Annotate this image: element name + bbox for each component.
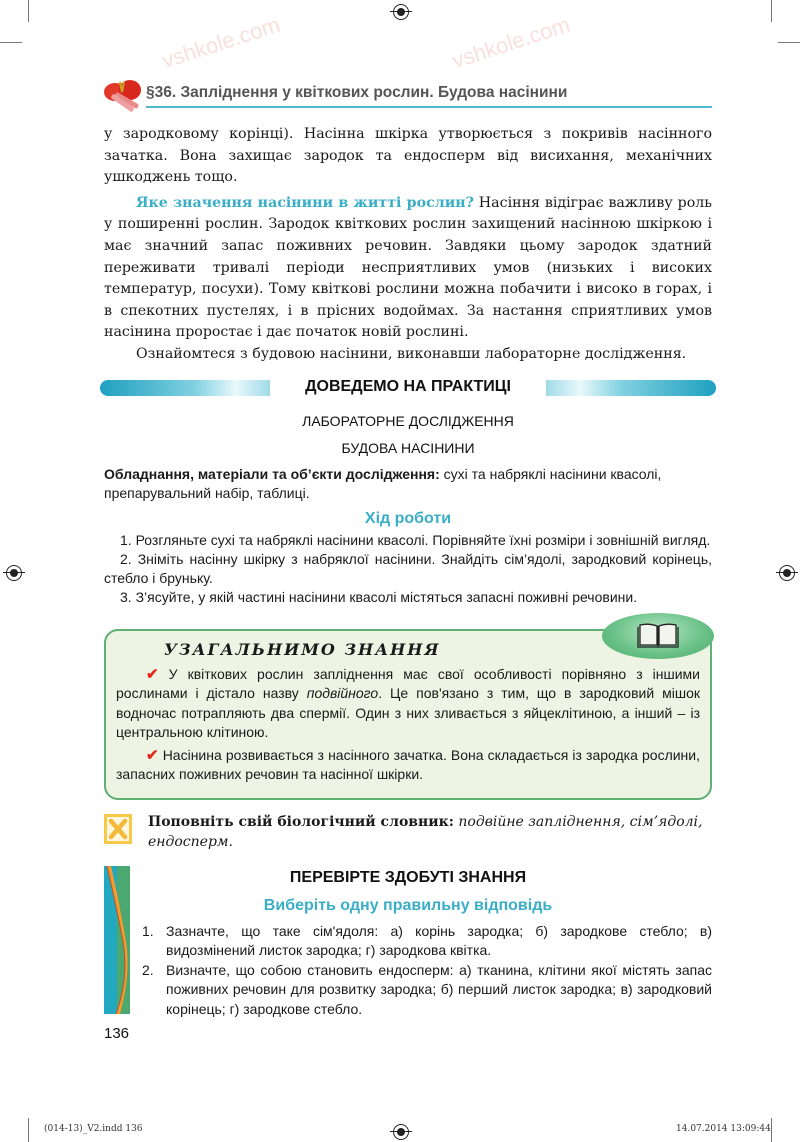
summary-badge <box>602 613 714 659</box>
significance-paragraph <box>104 193 712 344</box>
summary-point-1-start: У квіткових рослин запліднення має свої особливості порівняно з іншими рослинами і дістало назву <box>116 665 701 702</box>
summary-point-2: Насінина розвивається з насінного зачатка. Вона складається із зародка рослини, запасних поживних речовин та насінної шкірки. <box>116 746 700 783</box>
dictionary-terms: подвійне запліднення, сім’ядолі, ендосперм. <box>148 813 703 850</box>
registration-mark-icon <box>779 565 795 581</box>
dictionary-icon <box>104 814 132 844</box>
footer-timestamp: 14.07.2014 13:09:44 <box>676 1124 771 1134</box>
procedure-title: Хід роботи <box>364 509 452 527</box>
crop-mark <box>778 42 800 43</box>
summary-title: УЗАГАЛЬНИМО ЗНАННЯ <box>164 639 441 659</box>
practice-banner-title: ДОВЕДЕМО НА ПРАКТИЦІ <box>305 377 511 395</box>
question-text: Визначте, що собою становить ендосперм: а) тканина, клітини якої містять запас поживних речовин для розвитку зародка; б) перший листок зародка; в) зародковий корінець; г) зародкове стебло. <box>166 961 712 1017</box>
crop-mark <box>28 0 29 22</box>
quiz-subtitle: Виберіть одну правильну відповідь <box>263 896 553 914</box>
quiz-title: ПЕРЕВІРТЕ ЗДОБУТІ ЗНАННЯ <box>289 868 527 886</box>
checkmark-icon: ✔ <box>146 665 159 683</box>
procedure-step: 2. Зніміть насінну шкірку з набряклої насінини. Знайдіть сім’ядолі, зародковий корінець, стебло і бруньку. <box>104 550 712 586</box>
quiz-stripe-decoration <box>104 866 130 1014</box>
watermark: vshkole.com <box>448 11 573 74</box>
equipment-label: Обладнання, матеріали та об’єкти дослідження: <box>104 465 440 482</box>
page-content <box>104 124 712 1042</box>
crop-mark <box>771 1118 772 1142</box>
checkmark-icon: ✔ <box>146 746 159 764</box>
lab-title: БУДОВА НАСІНИНИ <box>341 439 475 456</box>
summary-point <box>116 665 700 743</box>
summary-point-1-end: . Це пов'язано з тим, що в зародковий мішок водночас потрапляють два спермії. Один з них зливається з яйцеклітиною, а інший – із центральною клітиною. <box>116 685 700 741</box>
registration-mark-icon <box>393 1124 409 1140</box>
header-underline <box>146 106 712 108</box>
crop-mark <box>0 42 22 43</box>
intro-paragraph: у зародковому корінці). Насінна шкірка утворюється з покривів насінного зачатка. Вона захищає зародок та ендосперм від висихання, механічних ушкоджень тощо. <box>104 126 712 186</box>
significance-text: Насіння відіграє важливу роль у поширенні рослин. Зародок квіткових рослин захищений насінною шкіркою і має значний запас поживних речовин. Завдяки цьому зародок здатний переживати тривалі періоди несприятливих умов (низьких і високих температур, посухи). Тому квіткові рослини можна побачити і високо в горах, і в спекотних пустелях, і в прісних водоймах. За настання сприятливих умов насінина проростає і дає початок новій рослині. <box>104 194 712 341</box>
dictionary-text <box>148 812 712 852</box>
watermark: vshkole.com <box>158 11 283 74</box>
page-number: 136 <box>104 1025 130 1043</box>
lab-type: ЛАБОРАТОРНЕ ДОСЛІДЖЕННЯ <box>302 412 514 429</box>
summary-point-1-term: подвійного <box>306 685 379 702</box>
quiz-questions <box>142 922 712 1020</box>
question-number: 1. <box>142 922 154 939</box>
significance-question: Яке значення насінини в житті рослин? <box>136 194 474 211</box>
crop-mark <box>771 0 772 22</box>
crop-mark <box>28 1118 29 1142</box>
footer-file: (014-13)_V2.indd 136 <box>44 1124 143 1134</box>
book-icon <box>602 613 714 659</box>
quiz-question <box>142 961 712 1020</box>
registration-mark-icon <box>6 565 22 581</box>
lab-intro-paragraph: Ознайомтеся з будовою насінини, виконавши лабораторне дослідження. <box>136 345 687 362</box>
dictionary-row <box>104 812 712 852</box>
quiz-question <box>142 922 712 961</box>
procedure-step: 3. З’ясуйте, у якій частині насінини квасолі містяться запасні поживні речовини. <box>120 588 638 605</box>
section-title: §36. Запліднення у квіткових рослин. Будова насінини <box>146 84 568 101</box>
summary-text <box>116 665 700 785</box>
equipment-text: сухі та набряклі насінини квасолі, препарувальний набір, таблиці. <box>104 465 662 501</box>
question-number: 2. <box>142 961 154 978</box>
summary-point <box>116 746 700 785</box>
procedure-step: 1. Розгляньте сухі та набряклі насінини квасолі. Порівняйте їхні розміри і зовнішній вигляд. <box>120 531 711 548</box>
dictionary-label: Поповніть свій біологічний словник: <box>148 813 454 830</box>
flower-icon <box>102 78 144 114</box>
registration-mark-icon <box>393 4 409 20</box>
summary-section <box>104 629 712 800</box>
procedure-steps <box>104 531 712 607</box>
practice-banner <box>100 376 716 400</box>
question-text: Зазначте, що таке сім'ядоля: а) корінь зародка; б) зародкове стебло; в) видозмінений листок зародка; г) зародкова квітка. <box>166 922 712 959</box>
quiz-section <box>104 866 712 1020</box>
lab-equipment <box>104 465 712 503</box>
